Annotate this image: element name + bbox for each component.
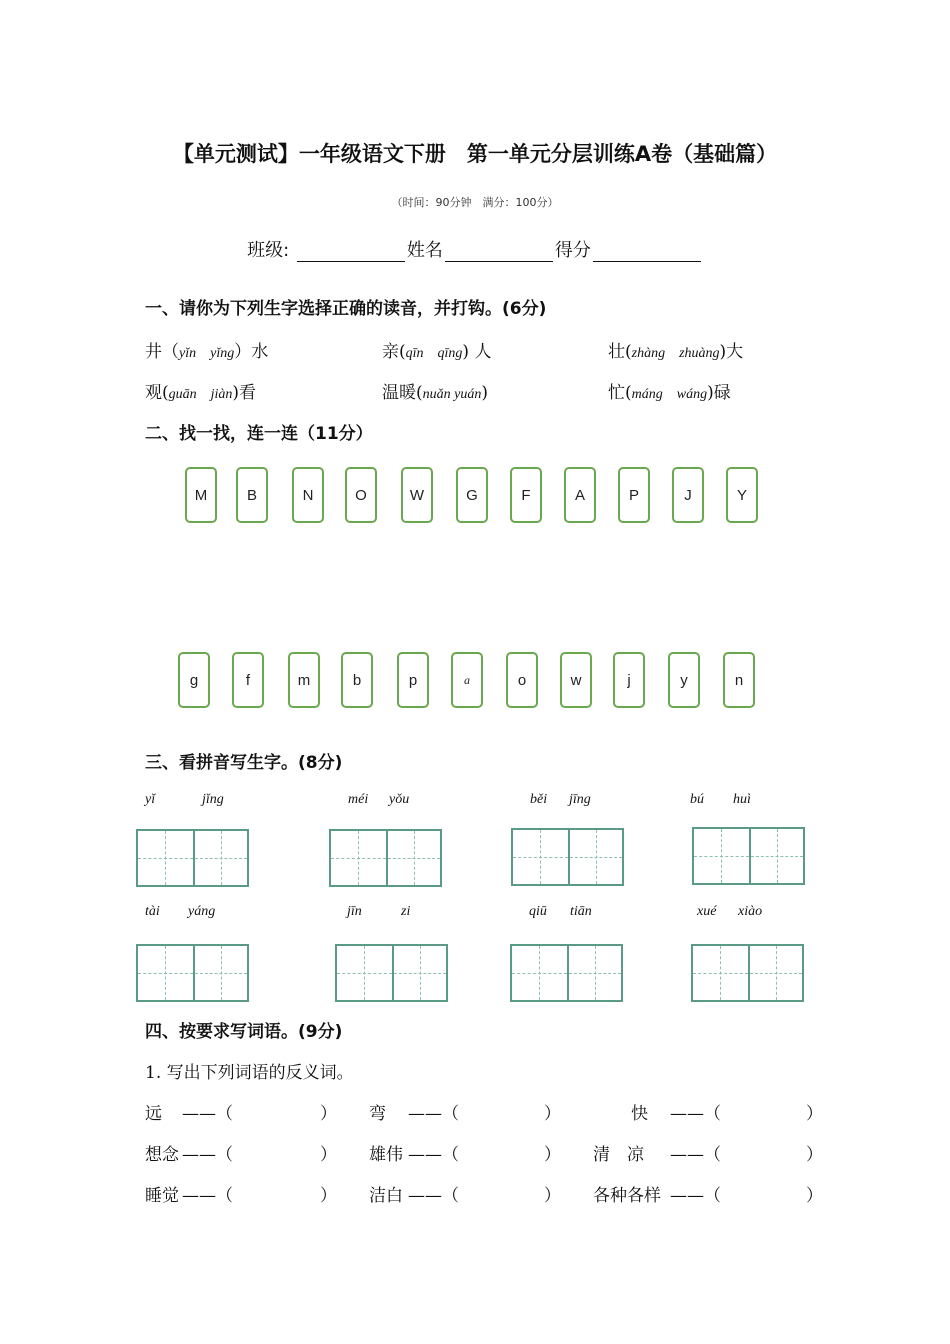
pinyin-label: xiào [738, 904, 763, 919]
pinyin-label: jǐng [202, 792, 224, 807]
pinyin-label: běi [530, 792, 548, 807]
pinyin-label: bú [690, 792, 704, 807]
pinyin-label: jīng [569, 792, 591, 807]
writing-grid[interactable] [511, 828, 624, 886]
section3-heading: 三、看拼音写生字。(8分) [145, 753, 343, 773]
antonym-word: 快 [631, 1104, 648, 1124]
uppercase-letter-box[interactable]: N [292, 467, 324, 523]
subquestion-1: 1. 写出下列词语的反义词。 [145, 1063, 354, 1083]
uppercase-letter-box[interactable]: W [401, 467, 433, 523]
lowercase-letter-box[interactable]: g [178, 652, 210, 708]
q1-item[interactable]: 观(guān jiàn)看 [145, 383, 257, 403]
uppercase-letter-box[interactable]: J [672, 467, 704, 523]
antonym-dash: ——（ [670, 1145, 721, 1165]
answer-close[interactable]: ） [320, 1186, 337, 1206]
antonym-dash: ——（ [408, 1186, 459, 1206]
q1-item[interactable]: 忙(máng wáng)碌 [608, 383, 731, 403]
answer-close[interactable]: ） [320, 1104, 337, 1124]
uppercase-letter-box[interactable]: A [564, 467, 596, 523]
score-label: 得分 [554, 240, 591, 261]
student-info-line [0, 236, 950, 262]
score-blank[interactable] [593, 243, 701, 262]
antonym-dash: ——（ [182, 1145, 233, 1165]
uppercase-letter-box[interactable]: M [185, 467, 217, 523]
pinyin-label: xué [697, 904, 717, 919]
lowercase-letter-box[interactable]: m [288, 652, 320, 708]
lowercase-letter-box[interactable]: y [668, 652, 700, 708]
answer-close[interactable]: ） [544, 1186, 561, 1206]
q1-item[interactable]: 亲(qīn qīng) 人 [382, 342, 492, 362]
uppercase-letter-box[interactable]: Y [726, 467, 758, 523]
pinyin-label: yǐ [145, 792, 156, 807]
pinyin-label: tiān [570, 904, 592, 919]
uppercase-letter-box[interactable]: P [618, 467, 650, 523]
class-blank[interactable] [297, 243, 405, 262]
antonym-dash: ——（ [670, 1104, 721, 1124]
answer-close[interactable]: ） [544, 1104, 561, 1124]
q1-item[interactable]: 壮(zhàng zhuàng)大 [608, 342, 744, 362]
antonym-dash: ——（ [670, 1186, 721, 1206]
antonym-dash: ——（ [182, 1104, 233, 1124]
antonym-dash: ——（ [408, 1145, 459, 1165]
pinyin-label: méi [348, 792, 369, 807]
antonym-word: 雄伟 [369, 1145, 403, 1165]
page-title: 【单元测试】一年级语文下册 第一单元分层训练A卷（基础篇） [172, 142, 778, 166]
lowercase-letter-box[interactable]: f [232, 652, 264, 708]
answer-close[interactable]: ） [806, 1145, 823, 1165]
antonym-word: 远 [145, 1104, 162, 1124]
pinyin-label: tài [145, 904, 160, 919]
lowercase-letter-box[interactable]: b [341, 652, 373, 708]
pinyin-label: jīn [347, 904, 362, 919]
answer-close[interactable]: ） [806, 1104, 823, 1124]
pinyin-label: yáng [188, 904, 216, 919]
pinyin-label: huì [733, 792, 751, 807]
writing-grid[interactable] [335, 944, 448, 1002]
answer-close[interactable]: ） [806, 1186, 823, 1206]
answer-close[interactable]: ） [544, 1145, 561, 1165]
writing-grid[interactable] [691, 944, 804, 1002]
section2-heading: 二、找一找，连一连（11分） [145, 424, 373, 444]
writing-grid[interactable] [692, 827, 805, 885]
q1-item[interactable]: 温暖(nuǎn yuán) [382, 383, 488, 403]
uppercase-letter-box[interactable]: G [456, 467, 488, 523]
uppercase-letter-box[interactable]: O [345, 467, 377, 523]
name-label: 姓名 [406, 240, 443, 261]
antonym-word: 洁白 [369, 1186, 403, 1206]
antonym-dash: ——（ [182, 1186, 233, 1206]
antonym-word: 各种各样 [593, 1186, 661, 1206]
name-blank[interactable] [445, 243, 553, 262]
section1-heading: 一、请你为下列生字选择正确的读音，并打钩。(6分) [145, 299, 547, 319]
antonym-word: 睡觉 [145, 1186, 179, 1206]
lowercase-letter-box[interactable]: j [613, 652, 645, 708]
pinyin-label: yǒu [389, 792, 410, 807]
writing-grid[interactable] [136, 944, 249, 1002]
exam-info: （时间：90分钟 满分：100分） [391, 196, 559, 209]
class-label: 班级: [247, 240, 290, 261]
q1-item[interactable]: 井（yǐn yǐng）水 [145, 342, 269, 362]
section4-heading: 四、按要求写词语。(9分) [145, 1022, 343, 1042]
lowercase-letter-box[interactable]: o [506, 652, 538, 708]
pinyin-label: qiū [529, 904, 547, 919]
lowercase-letter-box[interactable]: n [723, 652, 755, 708]
pinyin-label: zi [401, 904, 411, 919]
antonym-word: 想念 [145, 1145, 179, 1165]
writing-grid[interactable] [136, 829, 249, 887]
uppercase-letter-box[interactable]: B [236, 467, 268, 523]
lowercase-letter-box[interactable]: w [560, 652, 592, 708]
antonym-dash: ——（ [408, 1104, 459, 1124]
lowercase-letter-box[interactable]: a [451, 652, 483, 708]
writing-grid[interactable] [329, 829, 442, 887]
antonym-word: 弯 [369, 1104, 386, 1124]
uppercase-letter-box[interactable]: F [510, 467, 542, 523]
writing-grid[interactable] [510, 944, 623, 1002]
lowercase-letter-box[interactable]: p [397, 652, 429, 708]
answer-close[interactable]: ） [320, 1145, 337, 1165]
antonym-word: 清 凉 [593, 1145, 644, 1165]
